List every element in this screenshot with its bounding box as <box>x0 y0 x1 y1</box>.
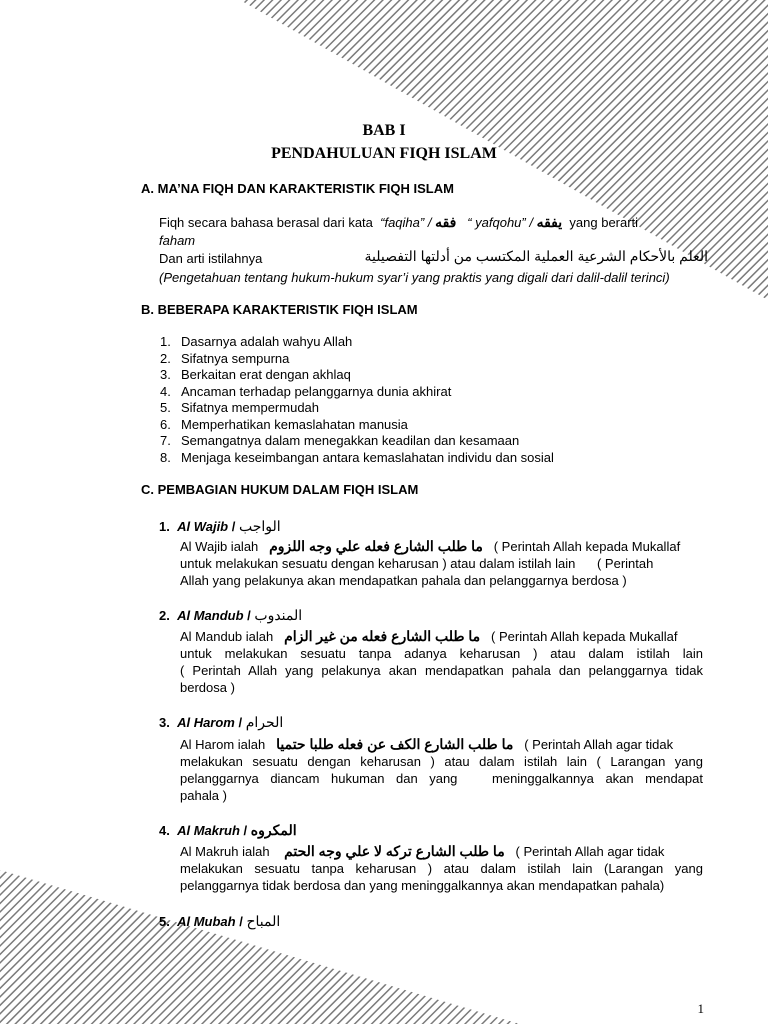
list-item: 4. Ancaman terhadap pelanggarnya dunia akhirat <box>160 383 452 399</box>
yafqohu-arabic: يفقه <box>536 214 563 230</box>
list-item: 6. Memperhatikan kemaslahatan manusia <box>160 416 408 432</box>
page-number: 1 <box>697 1001 704 1016</box>
list-item: 3. Berkaitan erat dengan akhlaq <box>160 367 351 382</box>
harom-heading: 3. Al Harom / الحرام <box>159 714 284 730</box>
wajib-definition-line1: Al Wajib ialah ما طلب الشارع فعله علي وجه اللزوم ( Perintah Allah kepada Mukallaf <box>180 538 681 554</box>
makruh-heading: 4. Al Makruh / المكروه <box>159 822 297 838</box>
list-item: 8. Menjaga keseimbangan antara kemaslahatan individu dan sosial <box>160 449 554 465</box>
mandub-definition-line1: Al Mandub ialah ما طلب الشارع فعله من غير الزام ( Perintah Allah kepada Mukallaf <box>180 628 678 644</box>
istilah-label: Dan arti istilahnya <box>159 251 263 266</box>
list-item: 1. Dasarnya adalah wahyu Allah <box>160 334 353 349</box>
makruh-definition-line1: Al Makruh ialah ما طلب الشارع تركه لا علي وجه الحتم ( Perintah Allah agar tidak <box>180 843 665 859</box>
harom-definition-line3: pelanggarnya diancam hukuman dan yang meninggalkannya akan mendapat <box>180 771 703 786</box>
list-item: 5. Sifatnya mempermudah <box>160 400 320 415</box>
mandub-definition-line2: untuk melakukan sesuatu tanpa adanya keharusan ) atau dalam istilah lain <box>180 646 703 661</box>
makruh-definition-line2: melakukan sesuatu tanpa keharusan ) atau dalam istilah lain (Larangan yang <box>180 861 703 876</box>
mubah-heading: 5. Al Mubah / المباح <box>159 913 281 929</box>
fiqh-definition-line: Fiqh secara bahasa berasal dari kata “faqiha” / فقه “ yafqohu” / يفقه yang berarti <box>159 214 639 230</box>
harom-arabic: الحرام <box>245 714 284 730</box>
harom-definition-line2: melakukan sesuatu dengan keharusan ) atau dalam istilah lain ( Larangan yang <box>180 754 703 769</box>
mandub-arabic: المندوب <box>254 607 303 623</box>
chapter-number: BAB I <box>362 122 406 139</box>
section-b-title: B. BEBERAPA KARAKTERISTIK FIQH ISLAM <box>141 302 418 317</box>
section-a-title: A. MA’NA FIQH DAN KARAKTERISTIK FIQH ISLAM <box>141 181 454 196</box>
harom-definition-line1: Al Harom ialah ما طلب الشارع الكف عن فعله طلبا حتميا ( Perintah Allah agar tidak <box>180 736 674 752</box>
wajib-definition-line3: Allah yang pelakunya akan mendapatkan pahala dan pelanggarnya berdosa ) <box>180 573 627 588</box>
mandub-definition-line4: berdosa ) <box>180 680 235 695</box>
list-item: 2. Sifatnya sempurna <box>160 350 290 366</box>
wajib-heading: 1. Al Wajib / الواجب <box>159 518 281 534</box>
wajib-arabic: الواجب <box>239 518 281 534</box>
makruh-definition-line3: pelanggarnya tidak berdosa dan yang meninggalkannya akan mendapatkan pahala) <box>180 878 665 893</box>
faqiha-arabic: فقه <box>435 214 457 230</box>
mubah-arabic: المباح <box>246 913 281 929</box>
section-c-title: C. PEMBAGIAN HUKUM DALAM FIQH ISLAM <box>141 482 419 497</box>
istilah-arabic: العلم بالأحكام الشرعية العملية المكتسب من أدلتها التفصيلية <box>364 248 708 264</box>
chapter-title: PENDAHULUAN FIQH ISLAM <box>271 145 497 162</box>
istilah-meaning: (Pengetahuan tentang hukum-hukum syar’i yang praktis yang digali dari dalil-dalil terinci) <box>159 270 670 285</box>
mandub-heading: 2. Al Mandub / المندوب <box>159 607 303 623</box>
harom-definition-line4: pahala ) <box>180 788 227 803</box>
list-item: 7. Semangatnya dalam menegakkan keadilan dan kesamaan <box>160 433 520 448</box>
makruh-arabic: المكروه <box>250 822 297 838</box>
wajib-definition-line2: untuk melakukan sesuatu dengan keharusan ) atau dalam istilah lain ( Perintah <box>180 556 654 571</box>
characteristics-list <box>160 334 554 466</box>
faham-text: faham <box>159 233 196 248</box>
mandub-definition-line3: ( Perintah Allah yang pelakunya akan mendapatkan pahala dan pelanggarnya tidak <box>180 663 703 678</box>
